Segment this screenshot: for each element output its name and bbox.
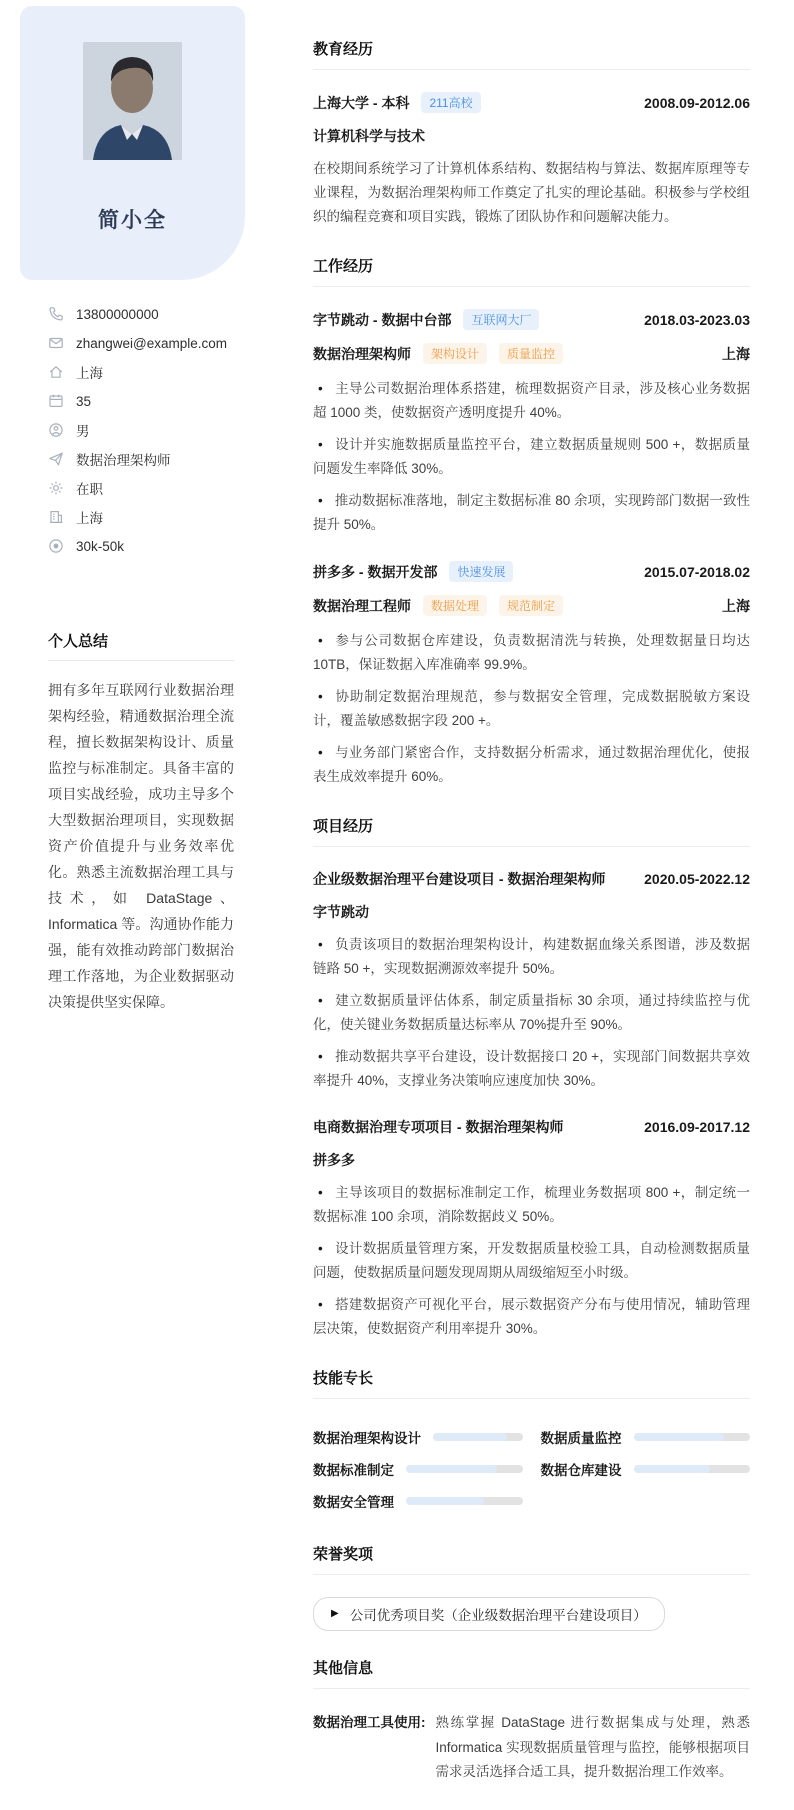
other-info-label: 数据治理工具使用:: [313, 1715, 426, 1731]
job-role-row: [313, 595, 750, 616]
skill-bar: [433, 1433, 523, 1441]
bullet-dot: •: [318, 1185, 323, 1201]
bullet-dot: •: [318, 381, 323, 397]
contact-item-status: [48, 480, 245, 496]
bullet-dot: •: [318, 937, 323, 953]
contact-value: 在职: [76, 482, 103, 497]
contact-value: zhangwei@example.com: [76, 335, 228, 351]
summary-text: 拥有多年互联网行业数据治理架构经验，精通数据治理全流程，擅长数据架构设计、质量监控与标准制定。具备丰富的项目实战经验，成功主导多个大型数据治理项目，实现数据资产价值提升与业务效率优化。熟悉主流数据治理工具与技术，如 DataStage、Informatica 等。沟通协作能力强，能有效推动跨部门数据治理工作落地，为企业数据驱动决策提供坚实保障。: [48, 682, 234, 1011]
play-triangle-icon: ▶: [331, 1608, 339, 1620]
education-period: 2008.09-2012.06: [644, 94, 750, 111]
project-bullet: • 负责该项目的数据治理架构设计，构建数据血缘关系图谱，涉及数据链路 50 +，实现数据溯源效率提升 50%。: [313, 937, 750, 977]
skill-fill: [406, 1497, 484, 1505]
skill-name: 数据仓库建设: [540, 1463, 622, 1479]
profile-name: 简小全: [98, 209, 167, 232]
skill-item: [313, 1453, 523, 1485]
gender-icon: [48, 422, 64, 438]
skill-fill: [634, 1433, 725, 1441]
honor-text: 公司优秀项目奖（企业级数据治理平台建设项目）: [349, 1608, 647, 1624]
contact-item-email: [48, 335, 245, 351]
work-section: [313, 255, 750, 789]
job-tag: 规范制定: [499, 595, 563, 616]
project-name: 企业级数据治理平台建设项目 - 数据治理架构师: [313, 871, 606, 888]
skill-grid: [313, 1421, 750, 1517]
education-major-row: [313, 126, 750, 146]
honors-section: [313, 1543, 750, 1631]
skill-fill: [406, 1465, 497, 1473]
bullet-dot: •: [318, 437, 323, 453]
mail-icon: [48, 335, 64, 351]
job-entry: [313, 309, 750, 537]
contact-item-phone: [48, 306, 245, 322]
education-section: [313, 38, 750, 229]
portrait-silhouette: [83, 42, 182, 160]
project-entry: [313, 1117, 750, 1341]
bullet-dot: •: [318, 633, 323, 649]
company-badge: 快速发展: [449, 561, 513, 582]
job-tag: 质量监控: [499, 343, 563, 364]
contact-value: 数据治理架构师: [76, 453, 171, 468]
job-role: 数据治理工程师: [313, 597, 411, 614]
gear-icon: [48, 480, 64, 496]
honors-title: 荣誉奖项: [313, 1543, 750, 1575]
calendar-icon: [48, 393, 64, 409]
position-icon: [48, 451, 64, 467]
job-bullet: • 设计并实施数据质量监控平台，建立数据质量规则 500 +，数据质量问题发生率降低 30%。: [313, 437, 750, 477]
project-header-row: [313, 869, 750, 889]
phone-icon: [48, 306, 64, 322]
bullet-dot: •: [318, 689, 323, 705]
major-name: 计算机科学与技术: [313, 128, 425, 144]
main-content: [313, 0, 750, 1810]
contact-value: 男: [76, 424, 90, 439]
project-bullet: • 主导该项目的数据标准制定工作，梳理业务数据项 800 +，制定统一数据标准 100 余项，消除数据歧义 50%。: [313, 1185, 750, 1225]
skill-item: [541, 1453, 751, 1485]
contact-list: [48, 306, 245, 554]
skill-bar: [406, 1497, 523, 1505]
honor-item[interactable]: [313, 1597, 665, 1631]
skill-bar: [634, 1433, 751, 1441]
contact-item-gender: [48, 422, 245, 438]
job-bullet: • 推动数据标准落地，制定主数据标准 80 余项，实现跨部门数据一致性提升 50%。: [313, 493, 750, 533]
skill-fill: [433, 1433, 507, 1441]
skill-name: 数据标准制定: [313, 1463, 394, 1479]
project-bullet: • 设计数据质量管理方案，开发数据质量校验工具，自动检测数据质量问题，使数据质量问题发现周期从周级缩短至小时级。: [313, 1241, 750, 1281]
job-location: 上海: [722, 345, 750, 362]
skill-fill: [634, 1465, 711, 1473]
bullet-dot: •: [318, 493, 323, 509]
home-icon: [48, 364, 64, 380]
bullet-dot: •: [318, 1049, 323, 1065]
education-description: 在校期间系统学习了计算机体系结构、数据结构与算法、数据库原理等专业课程，为数据治理架构师工作奠定了扎实的理论基础。积极参与学校组织的编程竞赛和项目实践，锻炼了团队协作和问题解决能力。: [313, 161, 750, 225]
job-location: 上海: [722, 597, 750, 614]
skill-item: [313, 1485, 523, 1517]
skill-name: 数据治理架构设计: [313, 1431, 421, 1447]
other-info-row: [313, 1711, 750, 1784]
job-tag: 架构设计: [423, 343, 487, 364]
personal-summary-section: [48, 630, 234, 1015]
job-header-row: [313, 309, 750, 330]
job-bullet: • 与业务部门紧密合作，支持数据分析需求，通过数据治理优化，使报表生成效率提升 60%。: [313, 745, 750, 785]
other-info-title: 其他信息: [313, 1657, 750, 1689]
job-bullet: • 参与公司数据仓库建设，负责数据清洗与转换，处理数据量日均达 10TB，保证数据入库准确率 99.9%。: [313, 633, 750, 673]
skill-name: 数据安全管理: [313, 1495, 394, 1511]
project-company-row: [313, 902, 750, 922]
other-info-text: 熟练掌握 DataStage 进行数据集成与处理，熟悉 Informatica 实现数据质量管理与监控，能够根据项目需求灵活选择合适工具，提升数据治理工作效率。: [435, 1715, 750, 1780]
company-badge: 互联网大厂: [463, 309, 539, 330]
projects-section: [313, 815, 750, 1341]
job-role: 数据治理架构师: [313, 345, 411, 362]
contact-item-age: [48, 393, 245, 409]
skills-section: [313, 1367, 750, 1517]
bullet-dot: •: [318, 745, 323, 761]
school-badge: 211高校: [421, 92, 480, 113]
school-name: 上海大学 - 本科: [313, 94, 410, 111]
project-entry: [313, 869, 750, 1093]
contact-value: 30k-50k: [76, 538, 125, 554]
job-bullet: • 协助制定数据治理规范，参与数据安全管理，完成数据脱敏方案设计，覆盖敏感数据字段 200 +。: [313, 689, 750, 729]
target-icon: [48, 538, 64, 554]
skill-item: [541, 1421, 751, 1453]
other-info-section: [313, 1657, 750, 1784]
building-icon: [48, 509, 64, 525]
project-period: 2020.05-2022.12: [644, 871, 750, 888]
skill-name: 数据质量监控: [540, 1431, 622, 1447]
bullet-dot: •: [318, 1297, 323, 1313]
profile-card: [20, 6, 245, 280]
contact-item-salary: [48, 538, 245, 554]
company-name: 拼多多 - 数据开发部: [313, 563, 438, 580]
project-company: 拼多多: [313, 1152, 355, 1169]
project-bullet: • 推动数据共享平台建设，设计数据接口 20 +，实现部门间数据共享效率提升 40%，支撑业务决策响应速度加快 30%。: [313, 1049, 750, 1089]
project-bullet: • 搭建数据资产可视化平台，展示数据资产分布与使用情况，辅助管理层决策，使数据资产利用率提升 30%。: [313, 1297, 750, 1337]
skill-item: [313, 1421, 523, 1453]
skills-title: 技能专长: [313, 1367, 750, 1399]
contact-item-city: [48, 509, 245, 525]
job-header-row: [313, 561, 750, 582]
education-title: 教育经历: [313, 38, 750, 70]
contact-value: 上海: [76, 366, 103, 381]
project-bullet: • 建立数据质量评估体系，制定质量指标 30 余项，通过持续监控与优化，使关键业务数据质量达标率从 70%提升至 90%。: [313, 993, 750, 1033]
summary-title: 个人总结: [48, 630, 234, 661]
project-period: 2016.09-2017.12: [644, 1119, 750, 1136]
project-company-row: [313, 1150, 750, 1170]
contact-value: 上海: [76, 511, 103, 526]
profile-photo: [83, 42, 182, 160]
contact-item-location: [48, 364, 245, 380]
bullet-dot: •: [318, 1241, 323, 1257]
contact-value: 35: [76, 393, 92, 409]
company-name: 字节跳动 - 数据中台部: [313, 311, 452, 328]
job-period: 2018.03-2023.03: [644, 311, 750, 328]
skill-bar: [406, 1465, 523, 1473]
bullet-dot: •: [318, 993, 323, 1009]
project-company: 字节跳动: [313, 904, 369, 921]
job-role-row: [313, 343, 750, 364]
job-bullet: • 主导公司数据治理体系搭建，梳理数据资产目录，涉及核心业务数据超 1000 类，使数据资产透明度提升 40%。: [313, 381, 750, 421]
contact-value: 13800000000: [76, 306, 159, 322]
project-name: 电商数据治理专项项目 - 数据治理架构师: [313, 1119, 564, 1136]
job-tag: 数据处理: [423, 595, 487, 616]
work-title: 工作经历: [313, 255, 750, 287]
skill-bar: [634, 1465, 751, 1473]
job-entry: [313, 561, 750, 789]
education-header-row: [313, 92, 750, 113]
projects-title: 项目经历: [313, 815, 750, 847]
sidebar: [20, 0, 245, 1015]
job-period: 2015.07-2018.02: [644, 563, 750, 580]
project-header-row: [313, 1117, 750, 1137]
contact-item-position: [48, 451, 245, 467]
